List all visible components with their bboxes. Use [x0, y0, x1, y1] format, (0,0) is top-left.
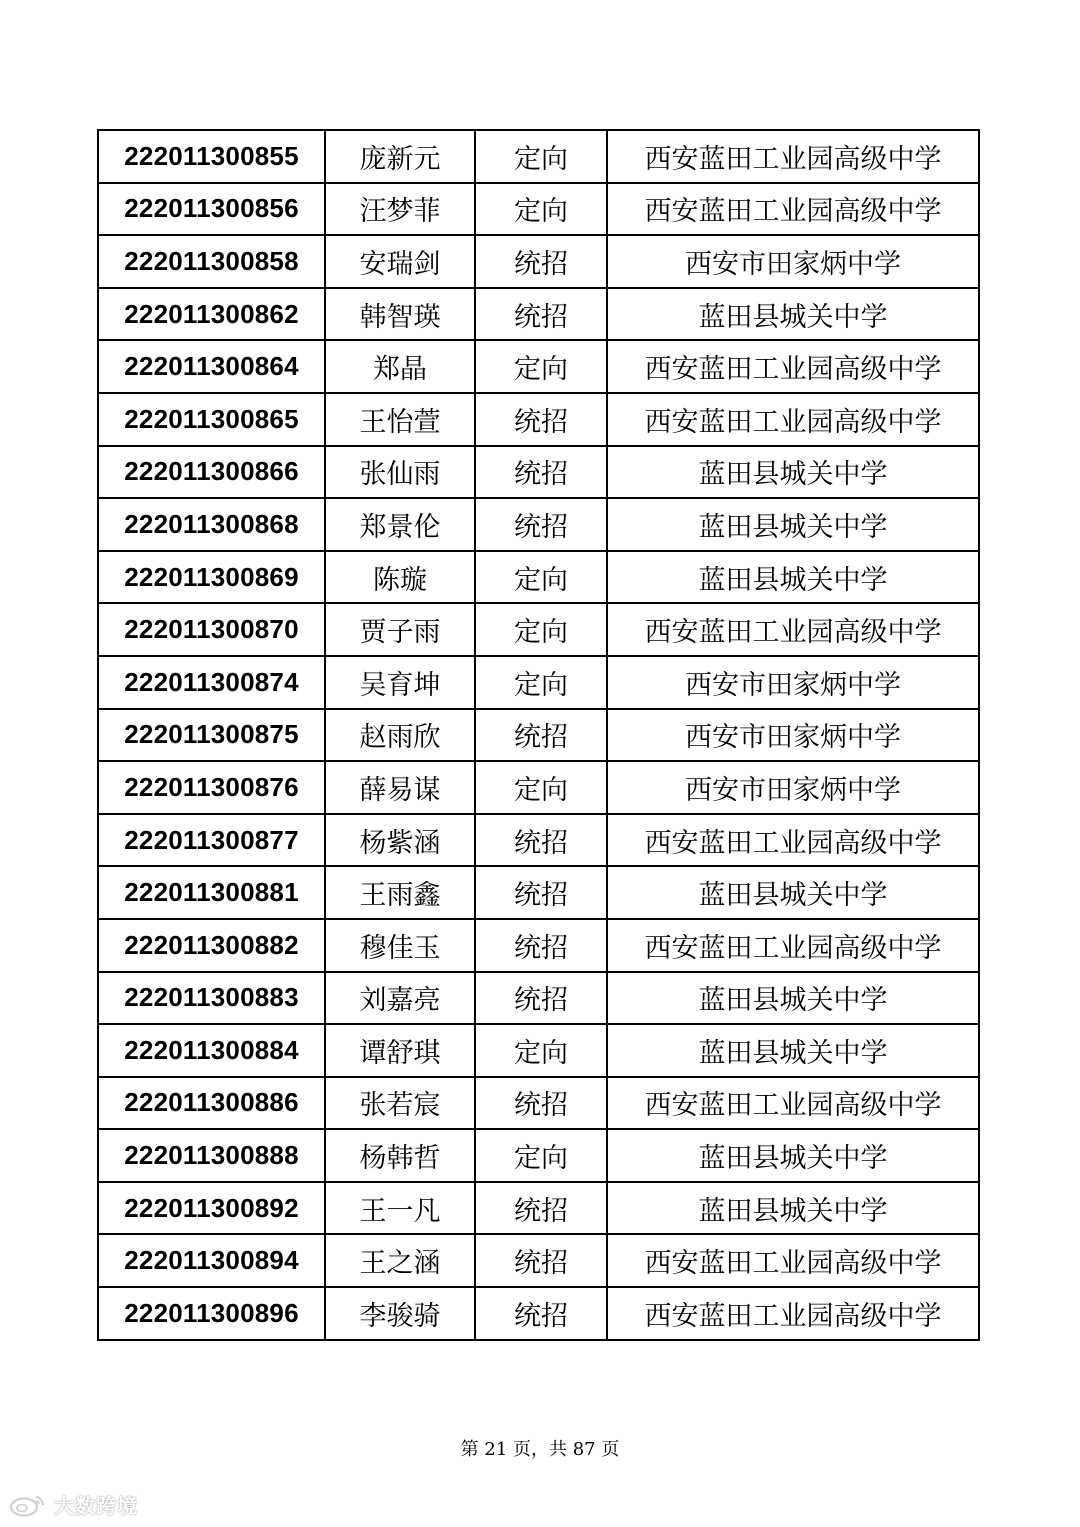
- school-cell: 西安市田家炳中学: [607, 709, 979, 762]
- admission-type-cell: 统招: [475, 498, 607, 551]
- table-row: [98, 183, 979, 236]
- admission-type-cell: 定向: [475, 130, 607, 183]
- student-name-cell: 刘嘉亮: [325, 972, 475, 1025]
- exam-id-cell: 222011300894: [98, 1234, 325, 1287]
- exam-id-cell: 222011300896: [98, 1287, 325, 1340]
- admission-type-cell: 统招: [475, 1287, 607, 1340]
- exam-id-cell: 222011300877: [98, 814, 325, 867]
- table-row: [98, 340, 979, 393]
- school-cell: 西安市田家炳中学: [607, 656, 979, 709]
- student-name-cell: 王怡萱: [325, 393, 475, 446]
- student-name-cell: 庞新元: [325, 130, 475, 183]
- roster-table-body: [98, 130, 979, 1340]
- exam-id-cell: 222011300868: [98, 498, 325, 551]
- exam-id-cell: 222011300858: [98, 235, 325, 288]
- table-row: [98, 393, 979, 446]
- weibo-logo-icon: [8, 1493, 48, 1517]
- admission-type-cell: 定向: [475, 340, 607, 393]
- table-row: [98, 866, 979, 919]
- exam-id-cell: 222011300886: [98, 1077, 325, 1130]
- school-cell: 西安蓝田工业园高级中学: [607, 1287, 979, 1340]
- table-row: [98, 1129, 979, 1182]
- student-name-cell: 王一凡: [325, 1182, 475, 1235]
- table-row: [98, 656, 979, 709]
- student-name-cell: 安瑞剑: [325, 235, 475, 288]
- student-name-cell: 汪梦菲: [325, 183, 475, 236]
- student-name-cell: 张仙雨: [325, 446, 475, 499]
- admission-type-cell: 统招: [475, 709, 607, 762]
- roster-table: [97, 129, 980, 1341]
- exam-id-cell: 222011300888: [98, 1129, 325, 1182]
- school-cell: 西安市田家炳中学: [607, 761, 979, 814]
- admission-type-cell: 定向: [475, 603, 607, 656]
- admission-type-cell: 统招: [475, 446, 607, 499]
- table-row: [98, 551, 979, 604]
- admission-type-cell: 统招: [475, 288, 607, 341]
- admission-type-cell: 统招: [475, 919, 607, 972]
- school-cell: 蓝田县城关中学: [607, 498, 979, 551]
- admission-type-cell: 统招: [475, 393, 607, 446]
- admission-type-cell: 定向: [475, 551, 607, 604]
- school-cell: 西安蓝田工业园高级中学: [607, 1234, 979, 1287]
- admission-type-cell: 定向: [475, 656, 607, 709]
- admission-type-cell: 定向: [475, 761, 607, 814]
- school-cell: 西安蓝田工业园高级中学: [607, 393, 979, 446]
- admission-type-cell: 定向: [475, 1129, 607, 1182]
- student-name-cell: 贾子雨: [325, 603, 475, 656]
- admission-type-cell: 统招: [475, 1234, 607, 1287]
- admission-type-cell: 定向: [475, 1024, 607, 1077]
- student-name-cell: 张若宸: [325, 1077, 475, 1130]
- exam-id-cell: 222011300892: [98, 1182, 325, 1235]
- table-row: [98, 1024, 979, 1077]
- student-name-cell: 郑景伦: [325, 498, 475, 551]
- table-row: [98, 1182, 979, 1235]
- exam-id-cell: 222011300865: [98, 393, 325, 446]
- school-cell: 西安蓝田工业园高级中学: [607, 919, 979, 972]
- admission-type-cell: 统招: [475, 1182, 607, 1235]
- table-row: [98, 235, 979, 288]
- table-row: [98, 603, 979, 656]
- admission-type-cell: 统招: [475, 866, 607, 919]
- table-row: [98, 972, 979, 1025]
- table-row: [98, 709, 979, 762]
- exam-id-cell: 222011300882: [98, 919, 325, 972]
- school-cell: 西安蓝田工业园高级中学: [607, 130, 979, 183]
- exam-id-cell: 222011300866: [98, 446, 325, 499]
- admission-type-cell: 统招: [475, 1077, 607, 1130]
- school-cell: 西安蓝田工业园高级中学: [607, 603, 979, 656]
- table-row: [98, 919, 979, 972]
- student-name-cell: 王之涵: [325, 1234, 475, 1287]
- student-name-cell: 薛易谋: [325, 761, 475, 814]
- school-cell: 西安蓝田工业园高级中学: [607, 183, 979, 236]
- exam-id-cell: 222011300875: [98, 709, 325, 762]
- table-row: [98, 761, 979, 814]
- exam-id-cell: 222011300874: [98, 656, 325, 709]
- exam-id-cell: 222011300855: [98, 130, 325, 183]
- exam-id-cell: 222011300864: [98, 340, 325, 393]
- table-row: [98, 498, 979, 551]
- table-row: [98, 1287, 979, 1340]
- school-cell: 蓝田县城关中学: [607, 288, 979, 341]
- table-row: [98, 288, 979, 341]
- student-name-cell: 李骏骑: [325, 1287, 475, 1340]
- school-cell: 西安蓝田工业园高级中学: [607, 814, 979, 867]
- student-name-cell: 杨紫涵: [325, 814, 475, 867]
- school-cell: 蓝田县城关中学: [607, 866, 979, 919]
- school-cell: 西安蓝田工业园高级中学: [607, 1077, 979, 1130]
- student-name-cell: 杨韩哲: [325, 1129, 475, 1182]
- school-cell: 蓝田县城关中学: [607, 1182, 979, 1235]
- admission-type-cell: 统招: [475, 814, 607, 867]
- student-name-cell: 王雨鑫: [325, 866, 475, 919]
- admission-type-cell: 定向: [475, 183, 607, 236]
- exam-id-cell: 222011300876: [98, 761, 325, 814]
- school-cell: 蓝田县城关中学: [607, 1129, 979, 1182]
- student-name-cell: 谭舒琪: [325, 1024, 475, 1077]
- school-cell: 蓝田县城关中学: [607, 446, 979, 499]
- student-name-cell: 吴育坤: [325, 656, 475, 709]
- student-name-cell: 郑晶: [325, 340, 475, 393]
- school-cell: 蓝田县城关中学: [607, 1024, 979, 1077]
- exam-id-cell: 222011300881: [98, 866, 325, 919]
- school-cell: 西安蓝田工业园高级中学: [607, 340, 979, 393]
- exam-id-cell: 222011300870: [98, 603, 325, 656]
- school-cell: 蓝田县城关中学: [607, 551, 979, 604]
- school-cell: 蓝田县城关中学: [607, 972, 979, 1025]
- watermark-text: 大数跨境: [54, 1494, 138, 1518]
- exam-id-cell: 222011300856: [98, 183, 325, 236]
- table-row: [98, 814, 979, 867]
- table-row: [98, 1234, 979, 1287]
- exam-id-cell: 222011300862: [98, 288, 325, 341]
- watermark: [8, 1490, 138, 1519]
- table-row: [98, 130, 979, 183]
- table-row: [98, 1077, 979, 1130]
- page-number: 第 21 页，共 87 页: [460, 1439, 620, 1460]
- student-name-cell: 赵雨欣: [325, 709, 475, 762]
- admission-type-cell: 统招: [475, 235, 607, 288]
- table-row: [98, 446, 979, 499]
- student-name-cell: 韩智瑛: [325, 288, 475, 341]
- exam-id-cell: 222011300883: [98, 972, 325, 1025]
- exam-id-cell: 222011300884: [98, 1024, 325, 1077]
- exam-id-cell: 222011300869: [98, 551, 325, 604]
- student-name-cell: 穆佳玉: [325, 919, 475, 972]
- student-name-cell: 陈璇: [325, 551, 475, 604]
- school-cell: 西安市田家炳中学: [607, 235, 979, 288]
- admission-type-cell: 统招: [475, 972, 607, 1025]
